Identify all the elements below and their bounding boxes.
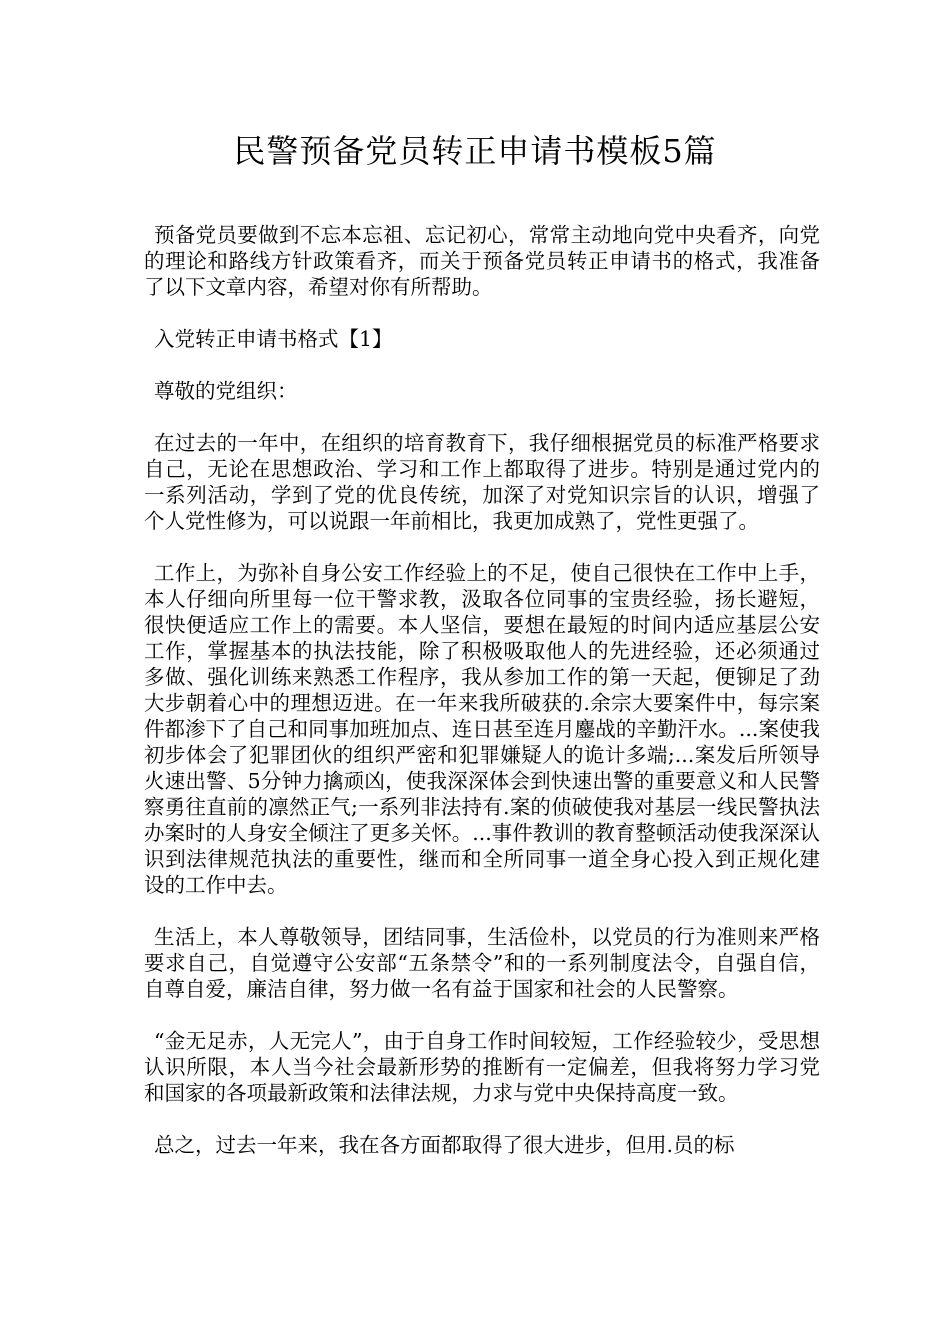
- intro-paragraph: 预备党员要做到不忘本忘祖、忘记初心，常常主动地向党中央看齐，向党的理论和路线方针政策看齐，而关于预备党员转正申请书的格式，我准备了以下文章内容，希望对你有所帮助。: [144, 223, 820, 299]
- paragraph-summary: 总之，过去一年来，我在各方面都取得了很大进步，但用.员的标: [154, 1133, 735, 1157]
- paragraph-shortcomings: “金无足赤，人无完人”，由于自身工作时间较短，工作经验较少，受思想认识所限，本人当今社会最新形势的推断有一定偏差，但我将努力学习党和国家的各项最新政策和法律法规，力求与党中央保持高度一致。: [144, 1029, 820, 1105]
- section-heading: 入党转正申请书格式【1】: [154, 327, 393, 351]
- salutation: 尊敬的党组织：: [154, 379, 298, 403]
- document-title: 民警预备党员转正申请书模板5篇: [233, 132, 717, 170]
- paragraph-ideology: 在过去的一年中，在组织的培育教育下，我仔细根据党员的标准严格要求自己，无论在思想政治、学习和工作上都取得了进步。特别是通过党内的一系列活动，学到了党的优良传统，加深了对党知识宗旨的认识，增强了个人党性修为，可以说跟一年前相比，我更加成熟了，党性更强了。: [144, 431, 820, 533]
- document-body: [144, 222, 820, 1184]
- paragraph-life: 生活上，本人尊敬领导，团结同事，生活俭朴，以党员的行为准则来严格要求自己，自觉遵守公安部“五条禁令”和的一系列制度法令，自强自信，自尊自爱，廉洁自律，努力做一名有益于国家和社会的人民警察。: [144, 925, 820, 1001]
- paragraph-work: 工作上，为弥补自身公安工作经验上的不足，使自己很快在工作中上手，本人仔细向所里每一位干警求教，汲取各位同事的宝贵经验，扬长避短，很快便适应工作上的需要。本人坚信，要想在最短的时间内适应基层公安工作，掌握基本的执法技能，除了积极吸取他人的先进经验，还必须通过多做、强化训练来熟悉工作程序，我从参加工作的第一天起，便铆足了劲大步朝着心中的理想迈进。在一年来我所破获的.余宗大要案件中，每宗案件都渗下了自己和同事加班加点、连日甚至连月鏖战的辛勤汗水。...案使我初步体会了犯罪团伙的组织严密和犯罪嫌疑人的诡计多端;...案发后所领导火速出警、5分钟力擒顽凶，使我深深体会到快速出警的重要意义和人民警察勇往直前的凛然正气;一系列非法持有.案的侦破使我对基层一线民警执法办案时的人身安全倾注了更多关怀。...事件教训的教育整顿活动使我深深认识到法律规范执法的重要性，继而和全所同事一道全身心投入到正规化建设的工作中去。: [144, 561, 820, 897]
